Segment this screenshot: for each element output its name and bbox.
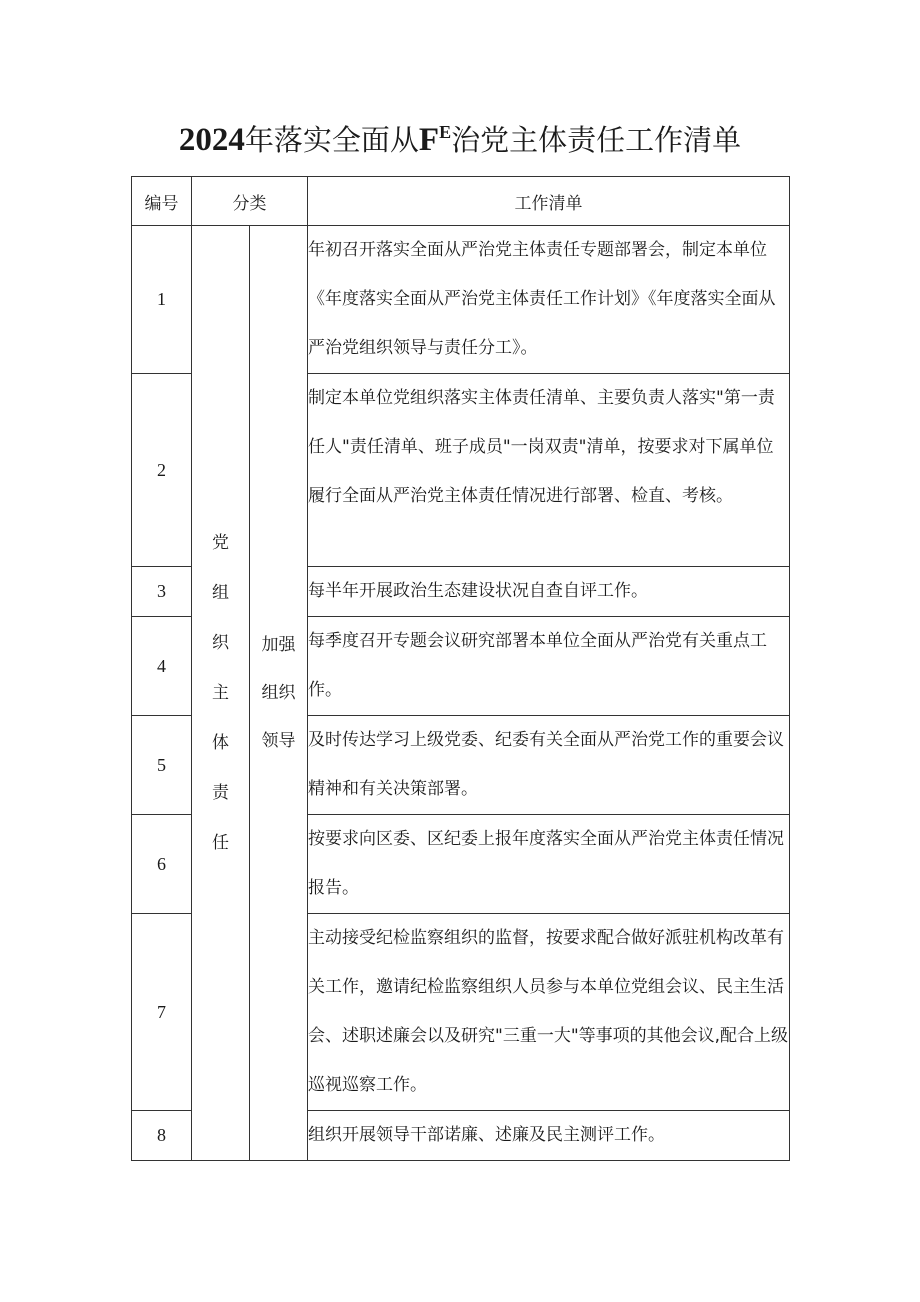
- row-number: 7: [132, 914, 192, 1111]
- row-number: 6: [132, 815, 192, 914]
- row-number: 3: [132, 567, 192, 617]
- title-glyph: F: [418, 122, 440, 158]
- work-table: [131, 176, 790, 1161]
- header-category: 分类: [192, 177, 308, 226]
- category-level1-text: 党组织主体责任: [212, 533, 229, 853]
- row-text: 组织开展领导干部诺廉、述廉及民主测评工作。: [308, 1111, 790, 1161]
- table-row: [132, 226, 790, 374]
- row-text: 制定本单位党组织落实主体责任清单、主要负责人落实"第一责任人"责任清单、班子成员"一岗双责"清单，按要求对下属单位履行全面从严治党主体责任情况进行部署、检直、考核。: [308, 374, 790, 567]
- row-text: 按要求向区委、区纪委上报年度落实全面从严治党主体责任情况报告。: [308, 815, 790, 914]
- row-number: 4: [132, 617, 192, 716]
- category-level1: [192, 226, 250, 1161]
- row-text: 每季度召开专题会议研究部署本单位全面从严治党有关重点工作。: [308, 617, 790, 716]
- category-level2-text: 加强组织领导: [261, 635, 296, 751]
- row-number: 5: [132, 716, 192, 815]
- page-title: [0, 118, 920, 159]
- title-part1: 年落实全面从: [244, 123, 419, 157]
- header-worklist: 工作清单: [308, 177, 790, 226]
- row-number: 8: [132, 1111, 192, 1161]
- row-number: 1: [132, 226, 192, 374]
- title-part2: 治党主体责任工作清单: [451, 123, 742, 157]
- row-text: 每半年开展政治生态建设状况自查自评工作。: [308, 567, 790, 617]
- row-number: 2: [132, 374, 192, 567]
- category-level2: [250, 226, 308, 1161]
- title-year: 2024: [178, 122, 245, 158]
- row-text: 及时传达学习上级党委、纪委有关全面从严治党工作的重要会议精神和有关决策部署。: [308, 716, 790, 815]
- row-text: 年初召开落实全面从严治党主体责任专题部署会，制定本单位《年度落实全面从严治党主体责任工作计划》《年度落实全面从严治党组织领导与责任分工》。: [308, 226, 790, 374]
- header-row: [132, 177, 790, 226]
- title-sup: E: [439, 122, 452, 142]
- row-text: 主动接受纪检监察组织的监督，按要求配合做好派驻机构改革有关工作，邀请纪检监察组织人员参与本单位党组会议、民主生活会、述职述廉会以及研究"三重一大"等事项的其他会议,配合上级巡视巡察工作。: [308, 914, 790, 1111]
- header-number: 编号: [132, 177, 192, 226]
